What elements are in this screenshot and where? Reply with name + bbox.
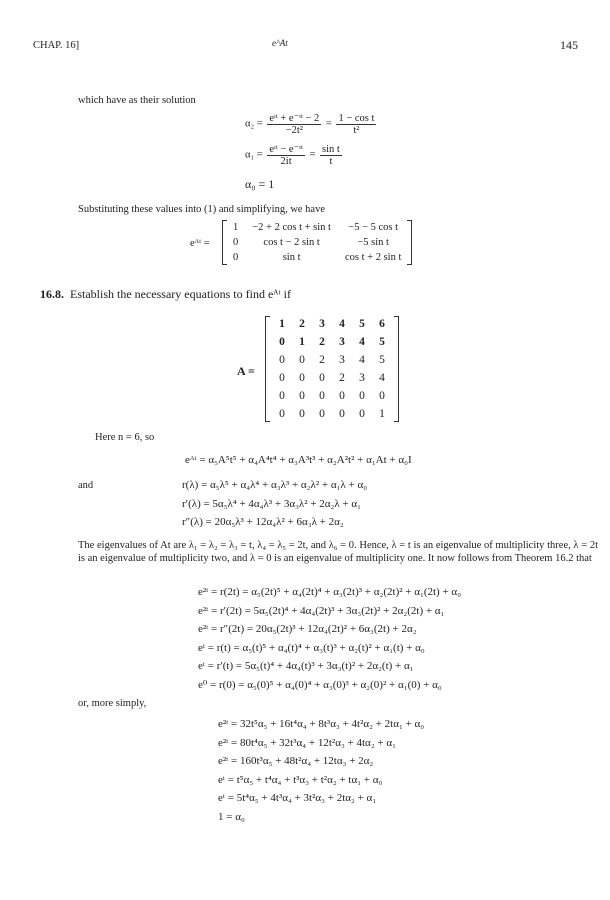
matrix-cell: 0	[319, 372, 325, 384]
equation-line: eᵗ = t⁵α₅ + t⁴α₄ + t³α₃ + t²α₂ + tα₁ + α₀	[218, 773, 383, 786]
matrix-cell: 0	[339, 408, 345, 420]
matrix-cell: 4	[359, 354, 365, 366]
more-simply-text: or, more simply,	[78, 698, 147, 709]
matrix-a-cells	[270, 316, 394, 422]
matrix-cell: 0	[279, 336, 285, 348]
simplified-equations	[218, 715, 424, 826]
matrix-cell: 0	[299, 408, 305, 420]
problem-number: 16.8.	[40, 287, 64, 301]
matrix-cell: 2	[299, 318, 305, 330]
equation-line: eᵗ = r′(t) = 5α₅(t)⁴ + 4α₄(t)³ + 3α₃(t)² + 2α₂(t) + α₁	[198, 660, 414, 672]
alpha2-equation: α₂ = $\frac{\text{eᶦᵗ + e⁻ᶦᵗ − 2}}{\text{−2t²}}$ = $\frac{\text{1 − cos t}}{\text{t²}}$	[245, 112, 375, 136]
matrix-cell: 0	[299, 354, 305, 366]
matrix-cell: 0	[359, 408, 365, 420]
fraction-den: t²	[353, 124, 360, 136]
fraction-num: sin t	[322, 143, 340, 155]
matrix-cell: 5	[379, 336, 385, 348]
alpha0-equation: α₀ = 1	[245, 177, 275, 191]
matrix-cell: cos t − 2 sin t	[263, 237, 320, 248]
eat-equation: eᴬᵗ = α₅A⁵t⁵ + α₄A⁴t⁴ + α₃A³t³ + α₂A²t² + α₁At + α₀I	[185, 454, 412, 466]
fraction-num: 1 − cos t	[338, 112, 375, 124]
equation-line: e²ᵗ = 32t⁵α₅ + 16t⁴α₄ + 8t³α₃ + 4t²α₂ + 2tα₁ + α₀	[218, 718, 425, 730]
fraction-den: 2it	[280, 156, 292, 167]
result-matrix	[222, 220, 412, 265]
fraction-den: t	[329, 155, 333, 167]
matrix-cell: −5 sin t	[357, 237, 389, 248]
problem-heading	[40, 287, 291, 302]
matrix-cell: 1	[233, 222, 239, 233]
matrix-cell: 2	[339, 372, 345, 384]
matrix-cell: 0	[339, 390, 345, 402]
r-equations	[182, 476, 367, 532]
fraction-num: eᶦᵗ − e⁻ᶦᵗ	[269, 144, 303, 155]
matrix-cell: cos t + 2 sin t	[344, 252, 402, 263]
problem-text: Establish the necessary equations to find eᴬᵗ if	[70, 287, 291, 301]
eigen-paragraph: The eigenvalues of At are λ₁ = λ₂ = λ₃ = t, λ₄ = λ₅ = 2t, and λ₆ = 0. Hence, λ = t is an eigenvalue of multiplicity three, λ = 2t is an eigenvalue of multiplicity two, and λ = 0 is an eigenvalue of multiplicity one. It now follows from Theorem 16.2 that	[78, 540, 598, 564]
matrix-cell: 1	[379, 408, 385, 420]
matrix-cell: 3	[339, 336, 345, 348]
equation-line: eᵗ = 5t⁴α₅ + 4t³α₄ + 3t²α₃ + 2tα₂ + α₁	[218, 792, 377, 804]
matrix-cell: sin t	[282, 252, 301, 263]
equation-line: e²ᵗ = r(2t) = α₅(2t)⁵ + α₄(2t)⁴ + α₃(2t)³ + α₂(2t)² + α₁(2t) + α₀	[198, 586, 462, 598]
equation-line: e⁰ = r(0) = α₅(0)⁵ + α₄(0)⁴ + α₃(0)³ + α₂(0)² + α₁(0) + α₀	[198, 678, 442, 691]
matrix-cell: 4	[339, 318, 345, 330]
matrix-cell: 3	[339, 354, 345, 366]
matrix-cell: 3	[359, 372, 365, 384]
matrix-cell: 0	[379, 390, 385, 402]
matrix-cell: 4	[359, 336, 365, 348]
equation-line: e²ᵗ = r″(2t) = 20α₅(2t)³ + 12α₄(2t)² + 6α₃(2t) + 2α₂	[198, 623, 417, 635]
matrix-cell: 5	[379, 354, 385, 366]
equation-line: r(λ) = α₅λ⁵ + α₄λ⁴ + α₃λ³ + α₂λ² + α₁λ + α₀	[182, 479, 368, 491]
result-lhs: eᴬᵗ =	[190, 238, 210, 249]
equation-line: e²ᵗ = 160t³α₅ + 48t²α₄ + 12tα₃ + 2α₂	[218, 755, 374, 767]
alpha2-lhs: α₂ =	[245, 118, 263, 130]
running-title: e^At	[272, 38, 288, 48]
matrix-cell: 0	[299, 372, 305, 384]
substituting-text: Substituting these values into (1) and simplifying, we have	[78, 204, 326, 215]
equation-line: eᵗ = r(t) = α₅(t)⁵ + α₄(t)⁴ + α₃(t)³ + α₂(t)² + α₁(t) + α₀	[198, 641, 425, 654]
equation-line: 1 = α₀	[218, 810, 245, 823]
matrix-a-lhs: A =	[237, 364, 255, 378]
matrix-cell: 0	[279, 408, 285, 420]
equation-line: r″(λ) = 20α₅λ³ + 12α₄λ² + 6α₃λ + 2α₂	[182, 516, 344, 528]
equation-line: e²ᵗ = 80t⁴α₅ + 32t³α₄ + 12t²α₃ + 4tα₂ + α₁	[218, 736, 396, 749]
matrix-cell: 0	[279, 372, 285, 384]
matrix-cell: 6	[379, 318, 385, 330]
equation-line: e²ᵗ = r′(2t) = 5α₅(2t)⁴ + 4α₄(2t)³ + 3α₃(2t)² + 2α₂(2t) + α₁	[198, 604, 445, 617]
matrix-cell: 5	[359, 318, 365, 330]
matrix-cell: 2	[319, 336, 325, 348]
matrix-cell: 0	[279, 390, 285, 402]
matrix-cell: −2 + 2 cos t + sin t	[252, 222, 331, 233]
matrix-a	[265, 316, 399, 422]
here-text: Here n = 6, so	[95, 432, 155, 443]
matrix-cell: 0	[299, 390, 305, 402]
alpha1-equation: α₁ = $\frac{\text{eᶦᵗ − e⁻ᶦᵗ}}{2it}$ = $\frac{\text{sin t}}{t}$	[245, 143, 340, 167]
matrix-cell: 4	[379, 372, 385, 384]
matrix-cell: 3	[319, 318, 325, 330]
matrix-cell: 1	[299, 336, 305, 348]
matrix-cell: 0	[279, 354, 285, 366]
alpha1-lhs: α₁ =	[245, 149, 263, 161]
matrix-cell: 2	[319, 354, 325, 366]
chapter-label: CHAP. 16]	[33, 40, 80, 51]
matrix-cell: −5 − 5 cos t	[348, 222, 399, 233]
matrix-cell: 0	[233, 252, 239, 263]
matrix-cell: 1	[279, 318, 285, 330]
intro-text: which have as their solution	[78, 95, 196, 106]
matrix-cell: 0	[319, 390, 325, 402]
system-equations	[198, 583, 461, 694]
fraction-num: eᶦᵗ + e⁻ᶦᵗ − 2	[269, 113, 320, 124]
matrix-cell: 0	[233, 237, 239, 248]
result-matrix-cells	[227, 220, 407, 265]
fraction-den: −2t²	[285, 125, 303, 136]
page-number: 145	[560, 38, 578, 52]
matrix-cell: 0	[359, 390, 365, 402]
equation-line: r′(λ) = 5α₅λ⁴ + 4α₄λ³ + 3α₃λ² + 2α₂λ + α₁	[182, 497, 362, 510]
and-label: and	[78, 480, 94, 491]
matrix-cell: 0	[319, 408, 325, 420]
